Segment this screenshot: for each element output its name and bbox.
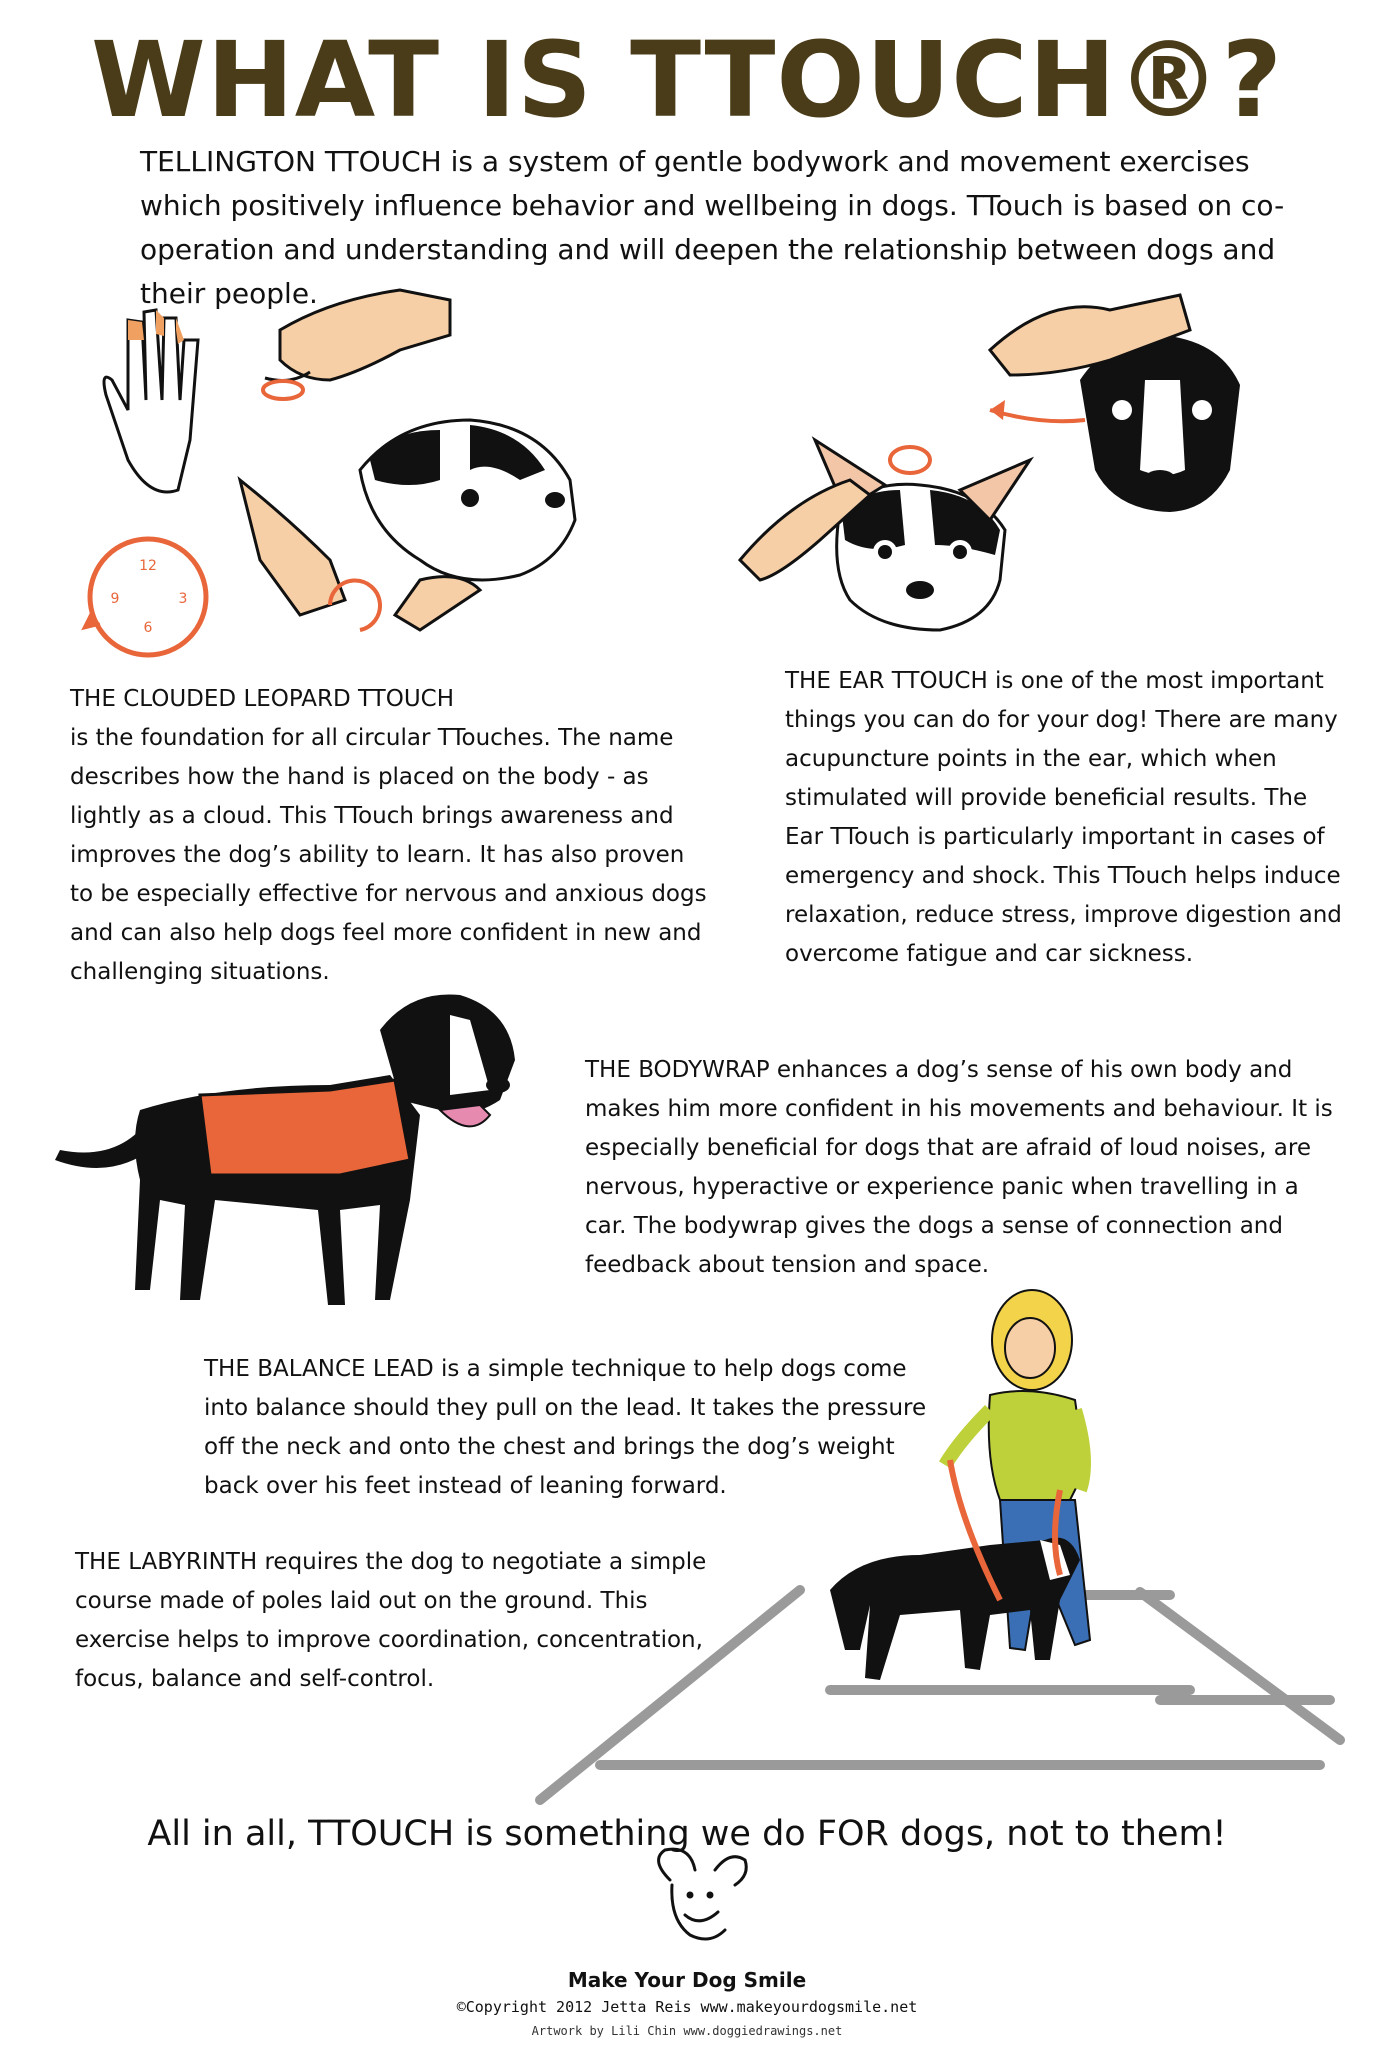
labyrinth-heading: THE LABYRINTH — [75, 1549, 258, 1575]
balance-lead-heading: THE BALANCE LEAD — [204, 1356, 434, 1382]
circle-arrow-icon — [330, 581, 380, 630]
supporting-hand-icon — [395, 577, 480, 630]
section-balance-lead — [204, 1350, 944, 1506]
section-ear-ttouch — [785, 662, 1345, 974]
slide-arrow-icon — [990, 410, 1085, 421]
closing-statement: All in all, TTOUCH is something we do FOR dogs, not to them! — [147, 1814, 1227, 1854]
section-labyrinth — [75, 1543, 725, 1699]
section-clouded-leopard — [70, 680, 710, 992]
ear-ttouch-body: is one of the most important things you can do for your dog! There are many acupuncture points in the ear, which when stimulated will provide beneficial results. The Ear TTouch is particularly important in cases of emergency and shock. This TTouch helps induce relaxation, reduce stress, improve digestion and overcome fatigue and car sickness. — [785, 668, 1342, 967]
make-your-dog-smile-logo — [0, 0, 1, 1]
intro-paragraph: TELLINGTON TTOUCH is a system of gentle bodywork and movement exercises which positively influence behavior and wellbeing in dogs. TTouch is based on co-operation and understanding and will deepen the relationship between dogs and their people. — [140, 145, 1285, 310]
clock-12: 12 — [139, 558, 157, 574]
ear-circle-arrow-icon — [890, 447, 930, 473]
page-title: WHAT IS TTOUCH®? — [91, 19, 1283, 141]
ear-ttouch-heading: THE EAR TTOUCH — [785, 668, 988, 694]
balance-lead-body: is a simple technique to help dogs come into balance should they pull on the lead. It takes the pressure off the neck and onto the chest and brings the dog’s weight back over his feet instead of leaning forward. — [204, 1356, 927, 1499]
labyrinth-body: requires the dog to negotiate a simple course made of poles laid out on the ground. This exercise helps to improve coordination, concentration, focus, balance and self-control. — [75, 1549, 707, 1692]
artwork-credit: Artwork by Lili Chin www.doggiedrawings.net — [531, 2024, 843, 2038]
section-bodywrap — [585, 1051, 1345, 1285]
copyright-line: ©Copyright 2012 Jetta Reis www.makeyourdogsmile.net — [456, 1998, 918, 2016]
clock-diagram — [84, 539, 206, 655]
open-hand-icon — [104, 310, 198, 492]
dog-head-leopard-icon — [360, 420, 575, 580]
hand-on-dog-icon — [240, 480, 345, 615]
clock-3: 3 — [178, 591, 188, 607]
dog-with-bodywrap-icon — [55, 994, 515, 1305]
clock-6: 6 — [143, 620, 153, 636]
clock-9: 9 — [110, 591, 120, 607]
bodywrap-body: enhances a dog’s sense of his own body and makes him more confident in his movements and behaviour. It is especially beneficial for dogs that are afraid of loud noises, are nervous, hyperactive or experience panic when travelling in a car. The bodywrap gives the dogs a sense of connection and feedback about tension and space. — [585, 1057, 1333, 1278]
dog-on-balance-lead-icon — [830, 1538, 1080, 1681]
bodywrap-heading: THE BODYWRAP — [585, 1057, 770, 1083]
clouded-leopard-body: is the foundation for all circular TTouches. The name describes how the hand is placed on the body - as lightly as a cloud. This TTouch brings awareness and improves the dog’s ability to learn. It has also proven to be especially effective for nervous and anxious dogs and can also help dogs feel more confident in new and challenging situations. — [70, 725, 707, 985]
clouded-leopard-heading: THE CLOUDED LEOPARD TTOUCH — [70, 686, 455, 712]
brand-name: Make Your Dog Smile — [567, 1968, 807, 1992]
